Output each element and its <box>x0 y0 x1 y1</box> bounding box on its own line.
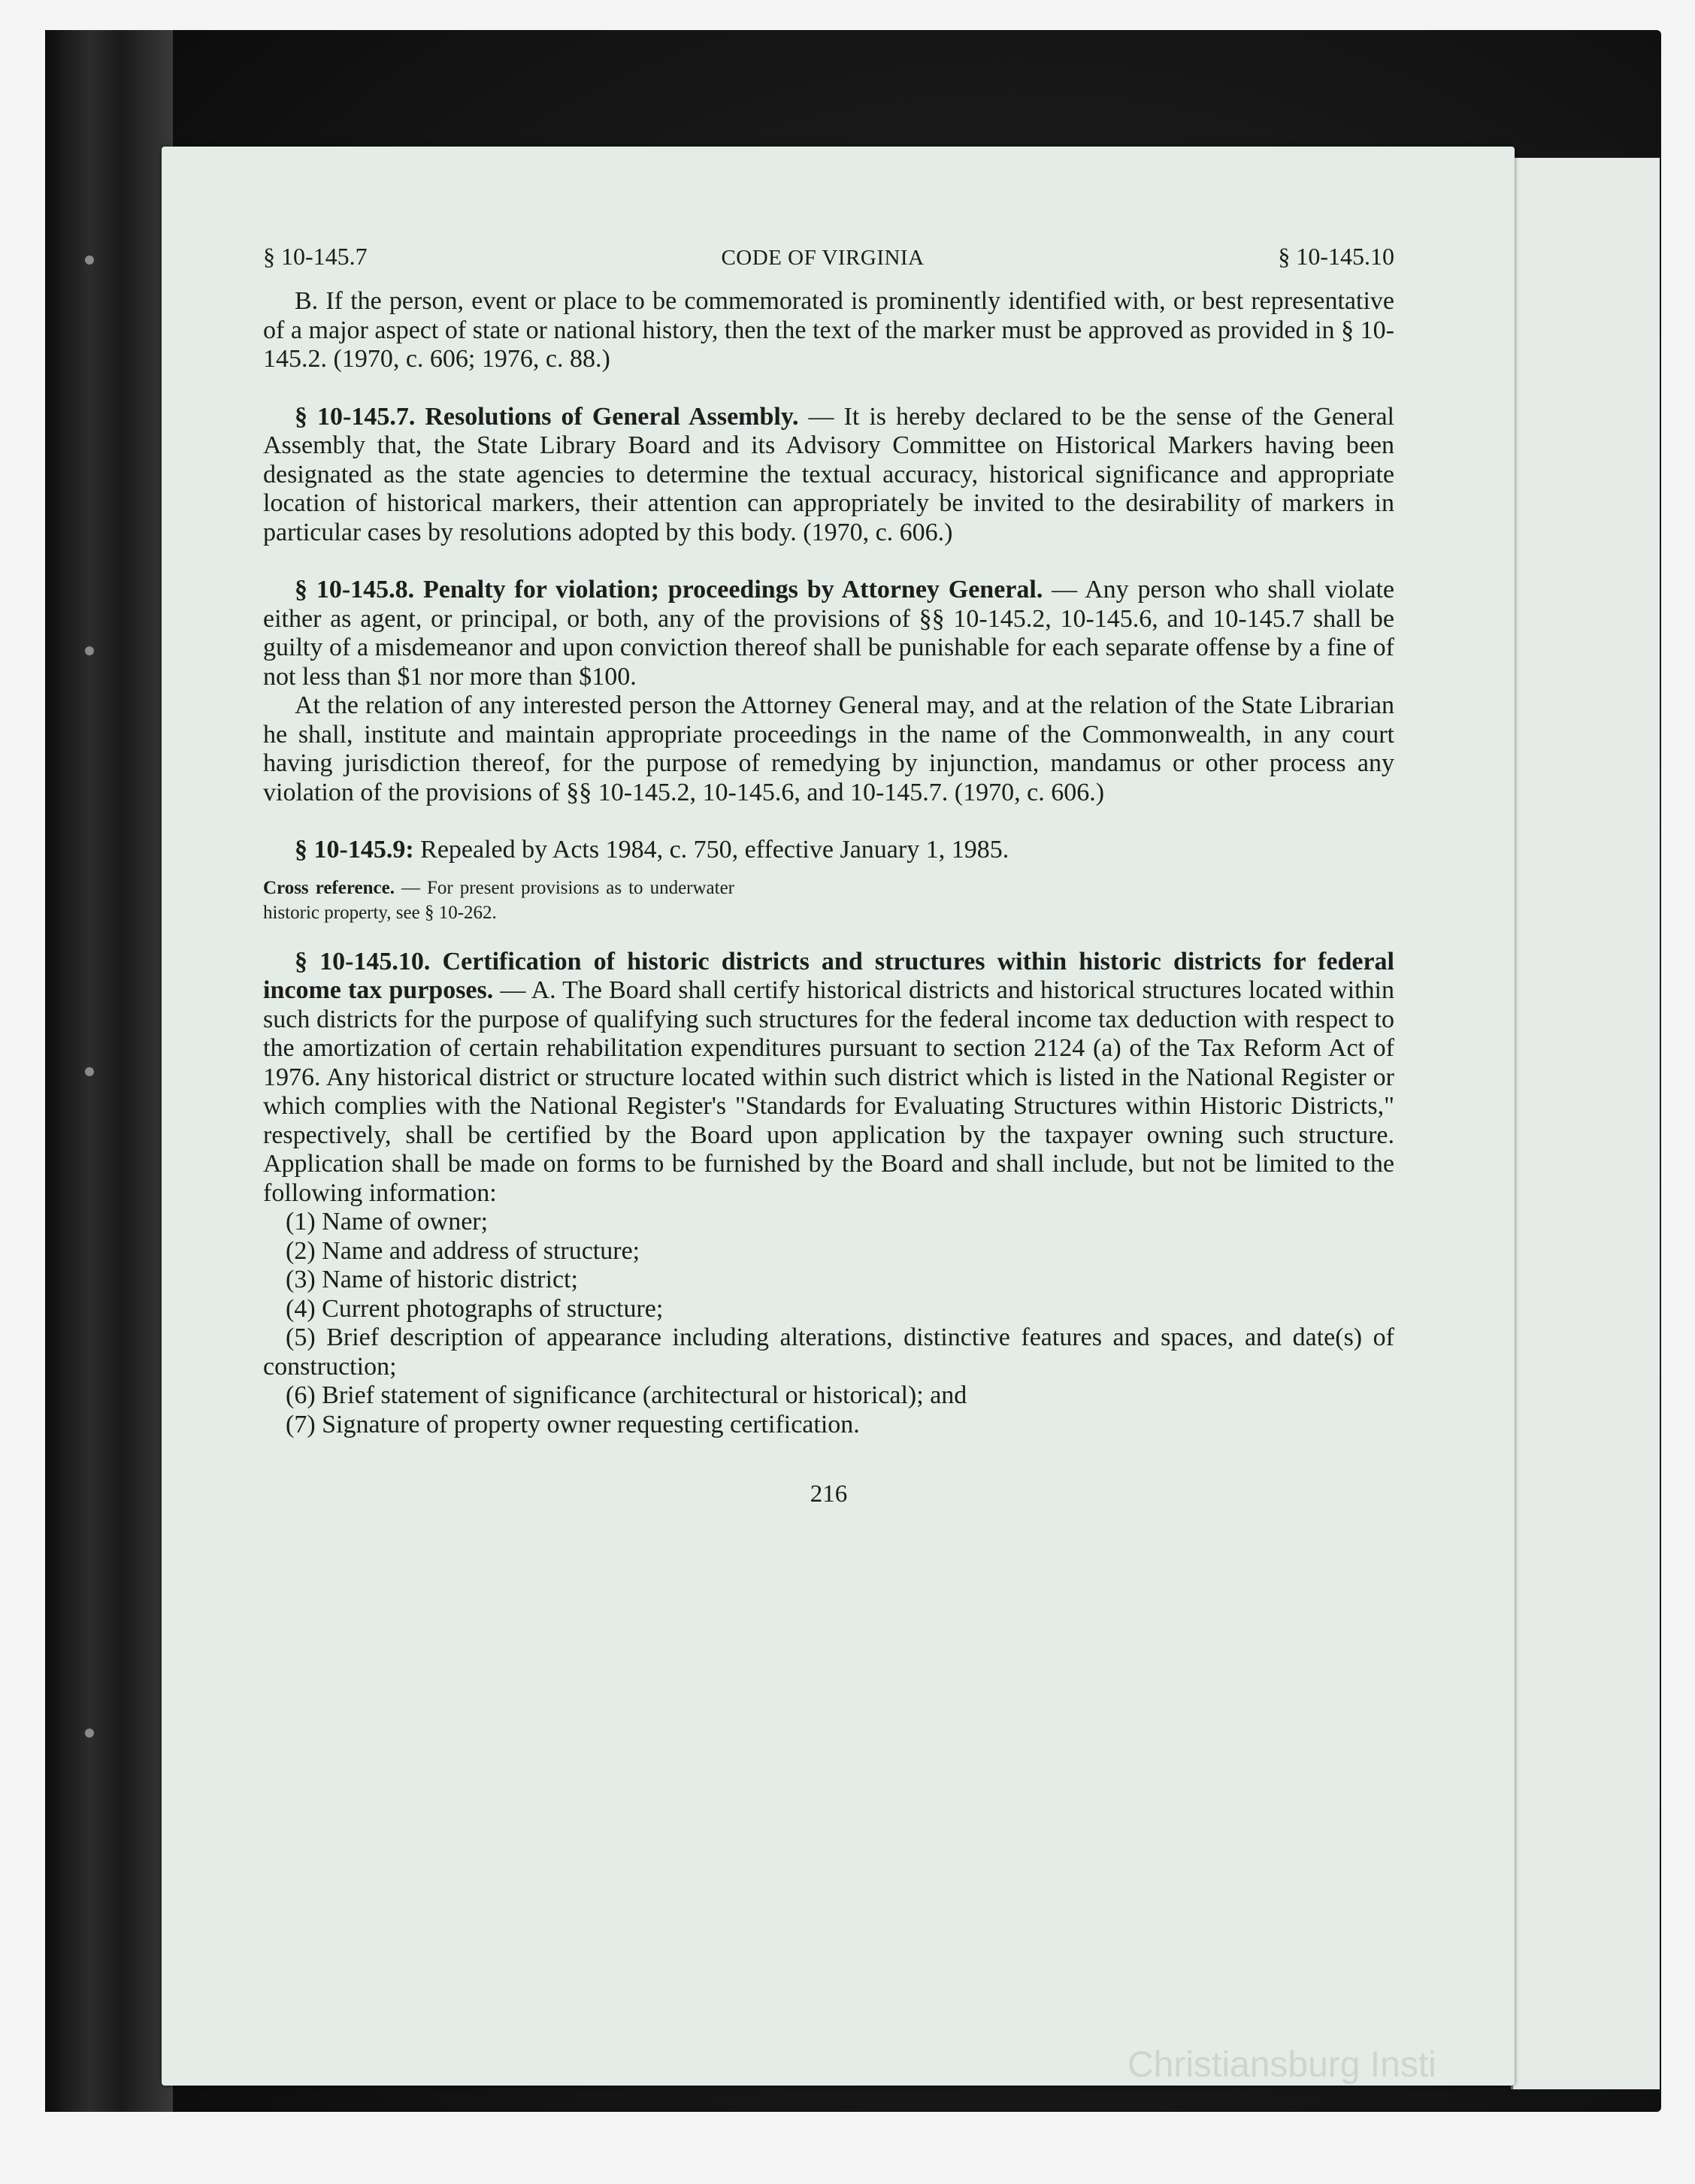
section-heading: § 10-145.7. Resolutions of General Assembly. <box>295 402 799 431</box>
header-title: CODE OF VIRGINIA <box>721 246 925 270</box>
watermark-text: Christiansburg Insti <box>1127 2045 1436 2085</box>
section-10-145-10 <box>263 948 1394 1208</box>
binder-hole <box>85 1729 94 1738</box>
list-item: (1) Name of owner; <box>286 1208 489 1236</box>
section-body: Repealed by Acts 1984, c. 750, effective January 1, 1985. <box>413 836 1009 864</box>
adjacent-page-edge <box>1511 158 1660 2089</box>
cross-reference-note <box>263 876 734 925</box>
header-right-section: § 10-145.10 <box>1278 243 1394 270</box>
cross-reference-heading: Cross reference. <box>263 877 395 898</box>
binder-hole <box>85 646 94 655</box>
section-body: — Any person who shall violate either as agent, or principal, or both, any of the provisions of §§ 10-145.2, 10-145.6, and 10-145.7 shall be guilty of a misdemeanor and upon conviction thereof shall be punishable for each separate offense by a fine of not less than $1 nor more than $100. <box>263 576 1394 691</box>
section-10-145-9 <box>263 836 1394 865</box>
section-heading: § 10-145.9: <box>295 836 414 864</box>
section-heading: § 10-145.10. Certification of historic districts and structures within historic districts for federal income tax purposes. <box>263 947 1394 1004</box>
running-header <box>263 242 1394 287</box>
section-10-145-8 <box>263 576 1394 691</box>
section-body: — It is hereby declared to be the sense of the General Assembly that, the State Library Board and its Advisory Committee on Historical Markers having been designated as the state agencies to determine the textual accuracy, historical significance and appropriate location of historical markers, their attention can appropriately be invited to the desirability of markers in particular cases by resolutions adopted by this body. (1970, c. 606.) <box>263 402 1394 546</box>
section-body: — A. The Board shall certify historical districts and historical structures located within such districts for the purpose of qualifying such structures for the federal income tax deduction with respect to the amortization of certain rehabilitation expenditures pursuant to section 2124 (a) of the Tax Reform Act of 1976. Any historical district or structure located within such district which is listed in the National Register or which complies with the National Register's "Standards for Evaluating Structures within Historic Districts," respectively, shall be certified by the Board upon application by the taxpayer owning such structure. Application shall be made on forms to be furnished by the Board and shall include, but not be limited to the following information: <box>263 976 1394 1207</box>
list-item: (3) Name of historic district; <box>286 1266 579 1293</box>
list-item: (5) Brief description of appearance including alterations, distinctive features and spaces, and date(s) of construction; <box>263 1323 1394 1381</box>
cross-reference-body: — For present provisions as to underwater historic property, see § 10-262. <box>263 877 735 923</box>
section-10-145-7 <box>263 403 1394 548</box>
page-number: 216 <box>810 1481 848 1508</box>
section-heading: § 10-145.8. Penalty for violation; proceedings by Attorney General. <box>295 576 1043 603</box>
list-item: (6) Brief statement of significance (architectural or historical); and <box>286 1381 967 1409</box>
scanner-left-edge <box>45 30 173 2112</box>
paragraph-b: B. If the person, event or place to be commemorated is prominently identified with, or best representative of a major aspect of state or national history, then the text of the marker must be approved as provided in § 10-145.2. (1970, c. 606; 1976, c. 88.) <box>263 287 1394 373</box>
binder-hole <box>85 1067 94 1076</box>
list-item: (7) Signature of property owner requesting certification. <box>286 1410 860 1438</box>
required-information-list <box>263 1208 1394 1439</box>
list-item: (4) Current photographs of structure; <box>286 1294 664 1323</box>
binder-hole <box>85 256 94 265</box>
header-left-section: § 10-145.7 <box>263 243 368 270</box>
list-item: (2) Name and address of structure; <box>286 1236 640 1265</box>
section-10-145-8-para2: At the relation of any interested person the Attorney General may, and at the relation of the State Librarian he shall, institute and maintain appropriate proceedings in the name of the Commonwealth, in any court having jurisdiction thereof, for the purpose of remedying by injunction, mandamus or other process any violation of the provisions of §§ 10-145.2, 10-145.6, and 10-145.7. (1970, c. 606.) <box>263 691 1394 806</box>
page-content <box>263 242 1394 1509</box>
